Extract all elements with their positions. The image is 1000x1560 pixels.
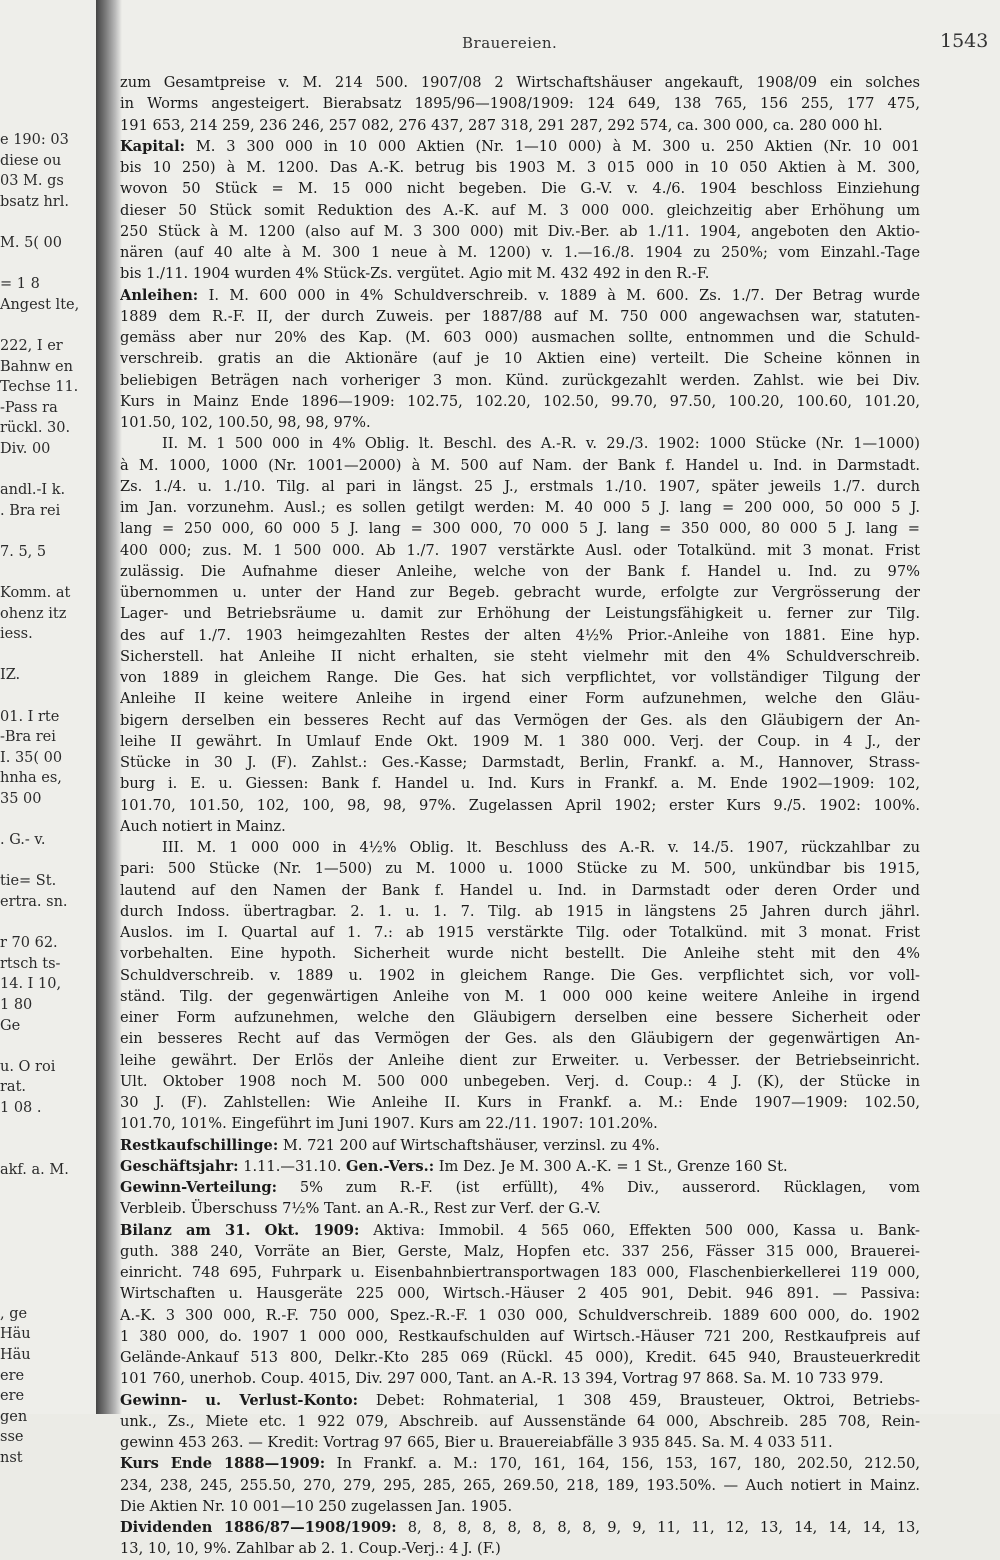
- left-margin-fragment: [0, 1139, 95, 1160]
- left-margin-fragment: 35 00: [0, 791, 42, 807]
- text-line: [120, 1432, 920, 1453]
- left-margin-fragment: [0, 645, 95, 666]
- text-line: [120, 285, 920, 306]
- left-margin-fragment: Techse 11.: [0, 379, 79, 396]
- left-margin-fragment: [0, 851, 95, 872]
- text-line: [120, 136, 920, 157]
- line-text: II. M. 1 500 000 in 4% Oblig. lt. Beschl. des A.-R. v. 29./3. 1902: 1000 Stücke (Nr. 1—1000): [162, 435, 920, 453]
- left-margin-fragment: . G.- v.: [0, 832, 46, 849]
- text-line: [120, 433, 920, 454]
- text-line: [120, 1305, 920, 1326]
- left-margin-fragment: 03 M. gs: [0, 173, 64, 190]
- text-line: [120, 1496, 920, 1517]
- line-text: Stücke in 30 J. (F). Zahlst.: Ges.-Kasse; Darmstadt, Berlin, Frankf. a. M., Hannover, Strass-: [120, 754, 920, 771]
- text-line: [120, 943, 920, 964]
- left-margin-fragment: 1 08 .: [0, 1099, 42, 1116]
- left-margin-fragment: gen: [0, 1408, 28, 1425]
- text-line: [120, 242, 920, 263]
- text-line: [120, 1071, 920, 1092]
- left-margin-fragment: ohenz itz: [0, 605, 67, 622]
- section-heading: Restkaufschillinge:: [120, 1136, 279, 1154]
- line-text: 234, 238, 245, 255.50, 270, 279, 295, 285, 265, 269.50, 218, 189, 193.50%. — Auch notiert in Mainz.: [120, 1476, 920, 1494]
- text-line: [120, 1220, 920, 1241]
- left-margin-fragment: -Pass ra: [0, 399, 58, 416]
- left-margin-fragment: Häu: [0, 1326, 31, 1343]
- line-text: gemäss aber nur 20% des Kap. (M. 603 000) ausmachen sollte, entnommen und die Schuld-: [120, 329, 920, 346]
- text-line: [120, 327, 920, 348]
- line-text: 5% zum R.-F. (ist erfüllt), 4% Div., ausserord. Rücklagen, vom: [276, 1179, 920, 1196]
- line-text: Lager- und Betriebsräume u. damit zur Erhöhung der Leistungsfähigkeit u. ferner zur Tilg.: [120, 605, 920, 623]
- left-margin-fragment: [0, 913, 95, 934]
- left-margin-fragment: [0, 562, 95, 583]
- line-text: durch Indoss. übertragbar. 2. 1. u. 1. 7. Tilg. ab 1915 in längstens 25 Jahren durch jährl.: [120, 902, 920, 920]
- left-margin-fragment: [0, 1036, 95, 1057]
- line-text: Die Aktien Nr. 10 001—10 250 zugelassen Jan. 1905.: [120, 1497, 513, 1515]
- line-text: unk., Zs., Miete etc. 1 922 079, Abschreib. auf Aussenstände 64 000, Abschreib. 285 708, Rein-: [120, 1412, 920, 1430]
- left-page-margin-fragments: [0, 130, 95, 1469]
- text-line: [120, 412, 920, 433]
- left-margin-fragment: [0, 1180, 95, 1201]
- left-margin-fragment: I. 35( 00: [0, 749, 63, 766]
- line-text: lautend auf den Namen der Bank f. Handel u. Ind. in Darmstadt oder deren Order und: [120, 881, 920, 899]
- left-margin-fragment: sse: [0, 1429, 24, 1446]
- section-heading: Bilanz am 31. Okt. 1909:: [120, 1221, 360, 1239]
- line-text: übernommen u. unter der Hand zur Begeb. gebracht wurde, erfolgte zur Vergrösserung der: [120, 584, 920, 601]
- line-text: 250 Stück à M. 1200 (also auf M. 3 300 000) mit Div.-Ber. ab 1./11. 1904, angeboten den Aktio-: [120, 222, 920, 240]
- line-text: dieser 50 Stück somit Reduktion des A.-K. auf M. 3 000 000. gleichzeitig aber Erhöhung um: [120, 201, 920, 219]
- line-text: 101 760, unerhob. Coup. 4015, Div. 297 000, Tant. an A.-R. 13 394, Vortrag 97 868. Sa. M. 10 733 979.: [120, 1370, 884, 1388]
- text-line: [120, 582, 920, 603]
- left-margin-fragment: Bahnw en: [0, 358, 73, 375]
- left-margin-fragment: r 70 62.: [0, 935, 58, 952]
- line-text: Verbleib. Überschuss 7½% Tant. an A.-R., Rest zur Verf. der G.-V.: [120, 1200, 601, 1218]
- line-text: Zs. 1./4. u. 1./10. Tilg. al pari in längst. 25 J., erstmals 1./10. 1907, später jeweils 1./7. durch: [120, 477, 920, 495]
- left-margin-fragment: . Bra rei: [0, 502, 61, 519]
- text-line: [120, 1241, 920, 1262]
- left-margin-fragment: , ge: [0, 1305, 28, 1322]
- text-line: [120, 1113, 920, 1134]
- section-heading: Kapital:: [120, 137, 186, 155]
- text-line: [120, 603, 920, 624]
- section-heading: Geschäftsjahr:: [120, 1157, 239, 1175]
- left-margin-fragment: rückl. 30.: [0, 420, 71, 437]
- text-line: [120, 1092, 920, 1113]
- line-text: à M. 1000, 1000 (Nr. 1001—2000) à M. 500 auf Nam. der Bank f. Handel u. Ind. in Darmstadt.: [120, 456, 920, 474]
- binding-gutter-shadow: [96, 0, 122, 1414]
- line-text: des auf 1./7. 1903 heimgezahlten Restes der alten 4½% Prior.-Anleihe von 1881. Eine hyp.: [120, 626, 920, 644]
- section-heading: Gen.-Vers.:: [346, 1157, 435, 1175]
- left-margin-fragment: [0, 1119, 95, 1140]
- line-text: guth. 388 240, Vorräte an Bier, Gerste, Malz, Hopfen etc. 337 256, Fässer 315 000, Brauerei-: [120, 1242, 920, 1260]
- line-text: beliebigen Beträgen nach vorheriger 3 mon. Künd. zurückgezahlt werden. Zahlst. wie bei Div.: [120, 371, 920, 389]
- left-margin-fragment: 14. I 10,: [0, 976, 62, 993]
- line-text: 101.70, 101.50, 102, 100, 98, 98, 97%. Zugelassen April 1902; erster Kurs 9./5. 1902: 100%.: [120, 796, 920, 814]
- line-text: lang = 250 000, 60 000 5 J. lang = 300 000, 70 000 5 J. lang = 350 000, 80 000 5 J. lang =: [120, 520, 920, 538]
- text-line: [120, 497, 920, 518]
- left-margin-fragment: ertra. sn.: [0, 893, 68, 910]
- left-margin-fragment: Ge: [0, 1017, 21, 1034]
- left-margin-fragment: [0, 212, 95, 233]
- running-head: Brauereien.: [462, 34, 558, 52]
- text-line: [120, 561, 920, 582]
- page-number: 1543: [940, 30, 989, 52]
- text-line: [120, 1475, 920, 1496]
- left-margin-fragment: [0, 1242, 95, 1263]
- line-text: zulässig. Die Aufnahme dieser Anleihe, welche von der Bank f. Handel u. Ind. zu 97%: [120, 562, 920, 580]
- left-margin-fragment: e 190: 03: [0, 132, 69, 148]
- left-margin-fragment: [0, 1263, 95, 1284]
- line-text: von 1889 in gleichem Range. Die Ges. hat sich verpflichtet, vor vollständiger Tilgung der: [120, 669, 920, 686]
- left-margin-fragment: 7. 5, 5: [0, 543, 47, 560]
- left-margin-fragment: IZ.: [0, 667, 21, 684]
- left-margin-fragment: [0, 1201, 95, 1222]
- text-line: [120, 901, 920, 922]
- left-margin-fragment: ere: [0, 1367, 25, 1384]
- line-text: im Jan. vorzunehm. Ausl.; es sollen getilgt werden: M. 40 000 5 J. lang = 200 000, 50 000 5 J.: [120, 499, 920, 516]
- text-line: [120, 922, 920, 943]
- left-margin-fragment: [0, 1283, 95, 1304]
- line-text: verschreib. gratis an die Aktionäre (auf je 10 Aktien eine) verteilt. Die Scheine können in: [120, 350, 920, 368]
- line-text: ständ. Tilg. der gegenwärtigen Anleihe von M. 1 000 000 keine weitere Anleihe in irgend: [120, 987, 920, 1005]
- left-margin-fragment: ere: [0, 1388, 25, 1405]
- line-text: zum Gesamtpreise v. M. 214 500. 1907/08 2 Wirtschaftshäuser angekauft, 1908/09 ein solches: [120, 74, 920, 91]
- left-margin-fragment: rat.: [0, 1079, 27, 1096]
- line-text: Schuldverschreib. v. 1889 u. 1902 in gleichem Range. Die Ges. verpflichtet sich, vor voll-: [120, 966, 920, 984]
- text-line: [120, 688, 920, 709]
- text-line: [120, 72, 920, 93]
- line-text: 1 380 000, do. 1907 1 000 000, Restkaufschulden auf Wirtsch.-Häuser 721 200, Restkaufpreis auf: [120, 1327, 920, 1345]
- text-line: [120, 837, 920, 858]
- left-margin-fragment: andl.-I k.: [0, 482, 66, 499]
- text-line: [120, 157, 920, 178]
- line-text: pari: 500 Stücke (Nr. 1—500) zu M. 1000 u. 1000 Stücke zu M. 500, unkündbar bis 1915,: [120, 860, 920, 878]
- line-text: A.-K. 3 300 000, R.-F. 750 000, Spez.-R.-F. 1 030 000, Schuldverschreib. 1889 600 000, do. 1902: [120, 1306, 920, 1324]
- text-line: [120, 200, 920, 221]
- article-body: [120, 72, 920, 1560]
- text-line: [120, 370, 920, 391]
- left-margin-fragment: [0, 810, 95, 831]
- line-text: Ult. Oktober 1908 noch M. 500 000 unbegeben. Verj. d. Coup.: 4 J. (K), der Stücke in: [120, 1072, 920, 1090]
- line-text: 400 000; zus. M. 1 500 000. Ab 1./7. 1907 verstärkte Ausl. oder Totalkünd. mit 3 monat. Frist: [120, 541, 920, 559]
- line-text: leihe gewährt. Der Erlös der Anleihe dient zur Erweiter. u. Verbesser. der Betriebseinricht.: [120, 1051, 920, 1069]
- line-text: 13, 10, 10, 9%. Zahlbar ab 2. 1. Coup.-Verj.: 4 J. (F.): [120, 1540, 501, 1558]
- left-margin-fragment: bsatz hrl.: [0, 193, 69, 210]
- left-margin-fragment: rtsch ts-: [0, 955, 61, 972]
- text-line: [120, 731, 920, 752]
- text-line: [120, 540, 920, 561]
- left-margin-fragment: M. 5( 00: [0, 234, 63, 251]
- text-line: [120, 986, 920, 1007]
- text-line: [120, 263, 920, 284]
- line-text: 30 J. (F). Zahlstellen: Wie Anleihe II. Kurs in Frankf. a. M.: Ende 1907—1909: 102.50,: [120, 1094, 920, 1111]
- line-text: bis 10 250) à M. 1200. Das A.-K. betrug bis 1903 M. 3 015 000 in 10 050 Aktien à M. 300,: [120, 159, 920, 176]
- left-margin-fragment: Häu: [0, 1347, 31, 1364]
- left-margin-fragment: Div. 00: [0, 440, 51, 457]
- text-line: [120, 1262, 920, 1283]
- line-text: vorbehalten. Eine hypoth. Sicherheit wurde nicht bestellt. Die Anleihe steht mit den 4%: [120, 945, 920, 963]
- line-text: Debet: Rohmaterial, 1 308 459, Brausteuer, Oktroi, Betriebs-: [358, 1391, 920, 1409]
- text-line: [120, 1177, 920, 1198]
- line-text: Gelände-Ankauf 513 800, Delkr.-Kto 285 069 (Rückl. 45 000), Kredit. 645 940, Brausteuerkredit: [120, 1349, 920, 1366]
- text-line: [120, 625, 920, 646]
- line-text: bigern derselben ein besseres Recht auf das Vermögen der Ges. als den Gläubigern der An-: [120, 711, 920, 729]
- left-margin-fragment: [0, 315, 95, 336]
- line-text: leihe II gewährt. In Umlauf Ende Okt. 1909 M. 1 380 000. Verj. der Coup. in 4 J., der: [120, 732, 920, 750]
- text-line: [120, 1007, 920, 1028]
- text-line: [120, 1135, 920, 1156]
- text-line: [120, 476, 920, 497]
- left-margin-fragment: [0, 460, 95, 481]
- text-line: [120, 178, 920, 199]
- line-text: 191 653, 214 259, 236 246, 257 082, 276 437, 287 318, 291 287, 292 574, ca. 300 000, ca. 280 000 hl.: [120, 116, 883, 134]
- text-line: [120, 1028, 920, 1049]
- line-text: einricht. 748 695, Fuhrpark u. Eisenbahnbiertransportwagen 183 000, Flaschenbierkellerei 119 000,: [120, 1264, 920, 1281]
- line-text: 101.70, 101%. Eingeführt im Juni 1907. Kurs am 22./11. 1907: 101.20%.: [120, 1115, 658, 1133]
- text-line: [120, 1538, 920, 1559]
- line-text: 101.50, 102, 100.50, 98, 98, 97%.: [120, 414, 371, 431]
- line-text: Auch notiert in Mainz.: [120, 817, 286, 835]
- text-line: [120, 1050, 920, 1071]
- text-line: [120, 816, 920, 837]
- left-margin-fragment: u. O roi: [0, 1058, 56, 1075]
- line-text: Auslos. im I. Quartal auf 1. 7.: ab 1915 verstärkte Tilg. oder Totalkünd. mit 3 monat. Frist: [120, 924, 920, 941]
- section-heading: Dividenden 1886/87—1908/1909:: [120, 1519, 397, 1536]
- line-text: I. M. 600 000 in 4% Schuldverschreib. v. 1889 à M. 600. Zs. 1./7. Der Betrag wurde: [198, 286, 920, 304]
- text-line: [120, 306, 920, 327]
- line-text: einer Form aufzunehmen, welche den Gläubigern derselben eine bessere Sicherheit oder: [120, 1009, 920, 1026]
- line-text: Im Dez. Je M. 300 A.-K. = 1 St., Grenze 160 St.: [434, 1157, 788, 1175]
- text-line: [120, 710, 920, 731]
- text-line: [120, 646, 920, 667]
- text-line: [120, 1347, 920, 1368]
- left-margin-fragment: hnha es,: [0, 770, 62, 787]
- text-line: [120, 752, 920, 773]
- text-line: [120, 93, 920, 114]
- text-line: [120, 667, 920, 688]
- left-margin-fragment: 222, I er: [0, 337, 63, 354]
- line-text: 1.11.—31.10.: [238, 1157, 347, 1175]
- text-line: [120, 221, 920, 242]
- left-margin-fragment: akf. a. M.: [0, 1161, 69, 1178]
- text-line: [120, 1368, 920, 1389]
- text-line: [120, 1390, 920, 1411]
- text-line: [120, 115, 920, 136]
- left-margin-fragment: Angest lte,: [0, 296, 80, 313]
- line-text: Kurs in Mainz Ende 1896—1909: 102.75, 102.20, 102.50, 99.70, 97.50, 100.20, 100.60, 101.20,: [120, 392, 920, 410]
- text-line: [120, 1453, 920, 1474]
- line-text: M. 721 200 auf Wirtschaftshäuser, verzinsl. zu 4%.: [278, 1136, 660, 1154]
- line-text: Sicherstell. hat Anleihe II nicht erhalten, sie steht vielmehr mit den 4% Schuldverschreib.: [120, 647, 920, 665]
- line-text: ein besseres Recht auf das Vermögen der Ges. als den Gläubigern der gegenwärtigen An-: [120, 1030, 920, 1048]
- left-margin-fragment: diese ou: [0, 152, 62, 169]
- left-margin-fragment: = 1 8: [0, 276, 40, 293]
- text-line: [120, 858, 920, 879]
- section-heading: Anleihen:: [120, 286, 199, 304]
- line-text: burg i. E. u. Giessen: Bank f. Handel u. Ind. Kurs in Frankf. a. M. Ende 1902—1909: 102,: [120, 775, 920, 793]
- left-margin-fragment: tie= St.: [0, 873, 57, 890]
- line-text: Aktiva: Immobil. 4 565 060, Effekten 500 000, Kassa u. Bank-: [359, 1221, 920, 1239]
- text-line: [120, 391, 920, 412]
- line-text: wovon 50 Stück = M. 15 000 nicht begeben. Die G.-V. v. 4./6. 1904 beschloss Einziehung: [120, 180, 920, 198]
- left-margin-fragment: [0, 521, 95, 542]
- text-line: [120, 455, 920, 476]
- line-text: Anleihe II keine weitere Anleihe in irgend einer Form aufzunehmen, welche den Gläu-: [120, 690, 920, 708]
- text-line: [120, 1198, 920, 1219]
- text-line: [120, 795, 920, 816]
- text-line: [120, 518, 920, 539]
- left-margin-fragment: [0, 686, 95, 707]
- text-line: [120, 348, 920, 369]
- text-line: [120, 1283, 920, 1304]
- line-text: In Frankf. a. M.: 170, 161, 164, 156, 153, 167, 180, 202.50, 212.50,: [325, 1455, 920, 1473]
- section-heading: Gewinn-Verteilung:: [120, 1179, 277, 1196]
- text-line: [120, 965, 920, 986]
- line-text: Wirtschaften u. Hausgeräte 225 000, Wirtsch.-Häuser 2 405 901, Debit. 946 891. — Passiva:: [120, 1285, 920, 1303]
- text-line: [120, 1326, 920, 1347]
- left-margin-fragment: nst: [0, 1450, 23, 1466]
- line-text: in Worms angesteigert. Bierabsatz 1895/96—1908/1909: 124 649, 138 765, 156 255, 177 475,: [120, 95, 920, 113]
- text-line: [120, 1156, 920, 1177]
- left-margin-fragment: 01. I rte: [0, 708, 60, 725]
- line-text: M. 3 300 000 in 10 000 Aktien (Nr. 1—10 000) à M. 300 u. 250 Aktien (Nr. 10 001: [185, 137, 920, 155]
- left-margin-fragment: [0, 1221, 95, 1242]
- left-margin-fragment: 1 80: [0, 996, 33, 1013]
- text-line: [120, 880, 920, 901]
- line-text: III. M. 1 000 000 in 4½% Oblig. lt. Beschluss des A.-R. v. 14./5. 1907, rückzahlbar zu: [162, 839, 920, 856]
- text-line: [120, 1517, 920, 1538]
- line-text: nären (auf 40 alte à M. 300 1 neue à M. 1200) v. 1.—16./8. 1904 zu 250%; vom Einzahl.-Tage: [120, 244, 920, 261]
- line-text: 8, 8, 8, 8, 8, 8, 8, 8, 9, 9, 11, 11, 12, 13, 14, 14, 14, 13,: [396, 1519, 920, 1536]
- line-text: 1889 dem R.-F. II, der durch Zuweis. per 1887/88 auf M. 750 000 angewachsen war, statuten-: [120, 307, 920, 325]
- left-margin-fragment: Komm. at: [0, 585, 71, 602]
- left-margin-fragment: [0, 254, 95, 275]
- section-heading: Kurs Ende 1888—1909:: [120, 1455, 326, 1473]
- left-margin-fragment: iess.: [0, 626, 33, 643]
- section-heading: Gewinn- u. Verlust-Konto:: [120, 1391, 359, 1409]
- line-text: gewinn 453 263. — Kredit: Vortrag 97 665, Bier u. Brauereiabfälle 3 935 845. Sa. M. 4 033 511.: [120, 1434, 833, 1451]
- line-text: bis 1./11. 1904 wurden 4% Stück-Zs. vergütet. Agio mit M. 432 492 in den R.-F.: [120, 265, 710, 283]
- left-margin-fragment: -Bra rei: [0, 729, 56, 746]
- text-line: [120, 773, 920, 794]
